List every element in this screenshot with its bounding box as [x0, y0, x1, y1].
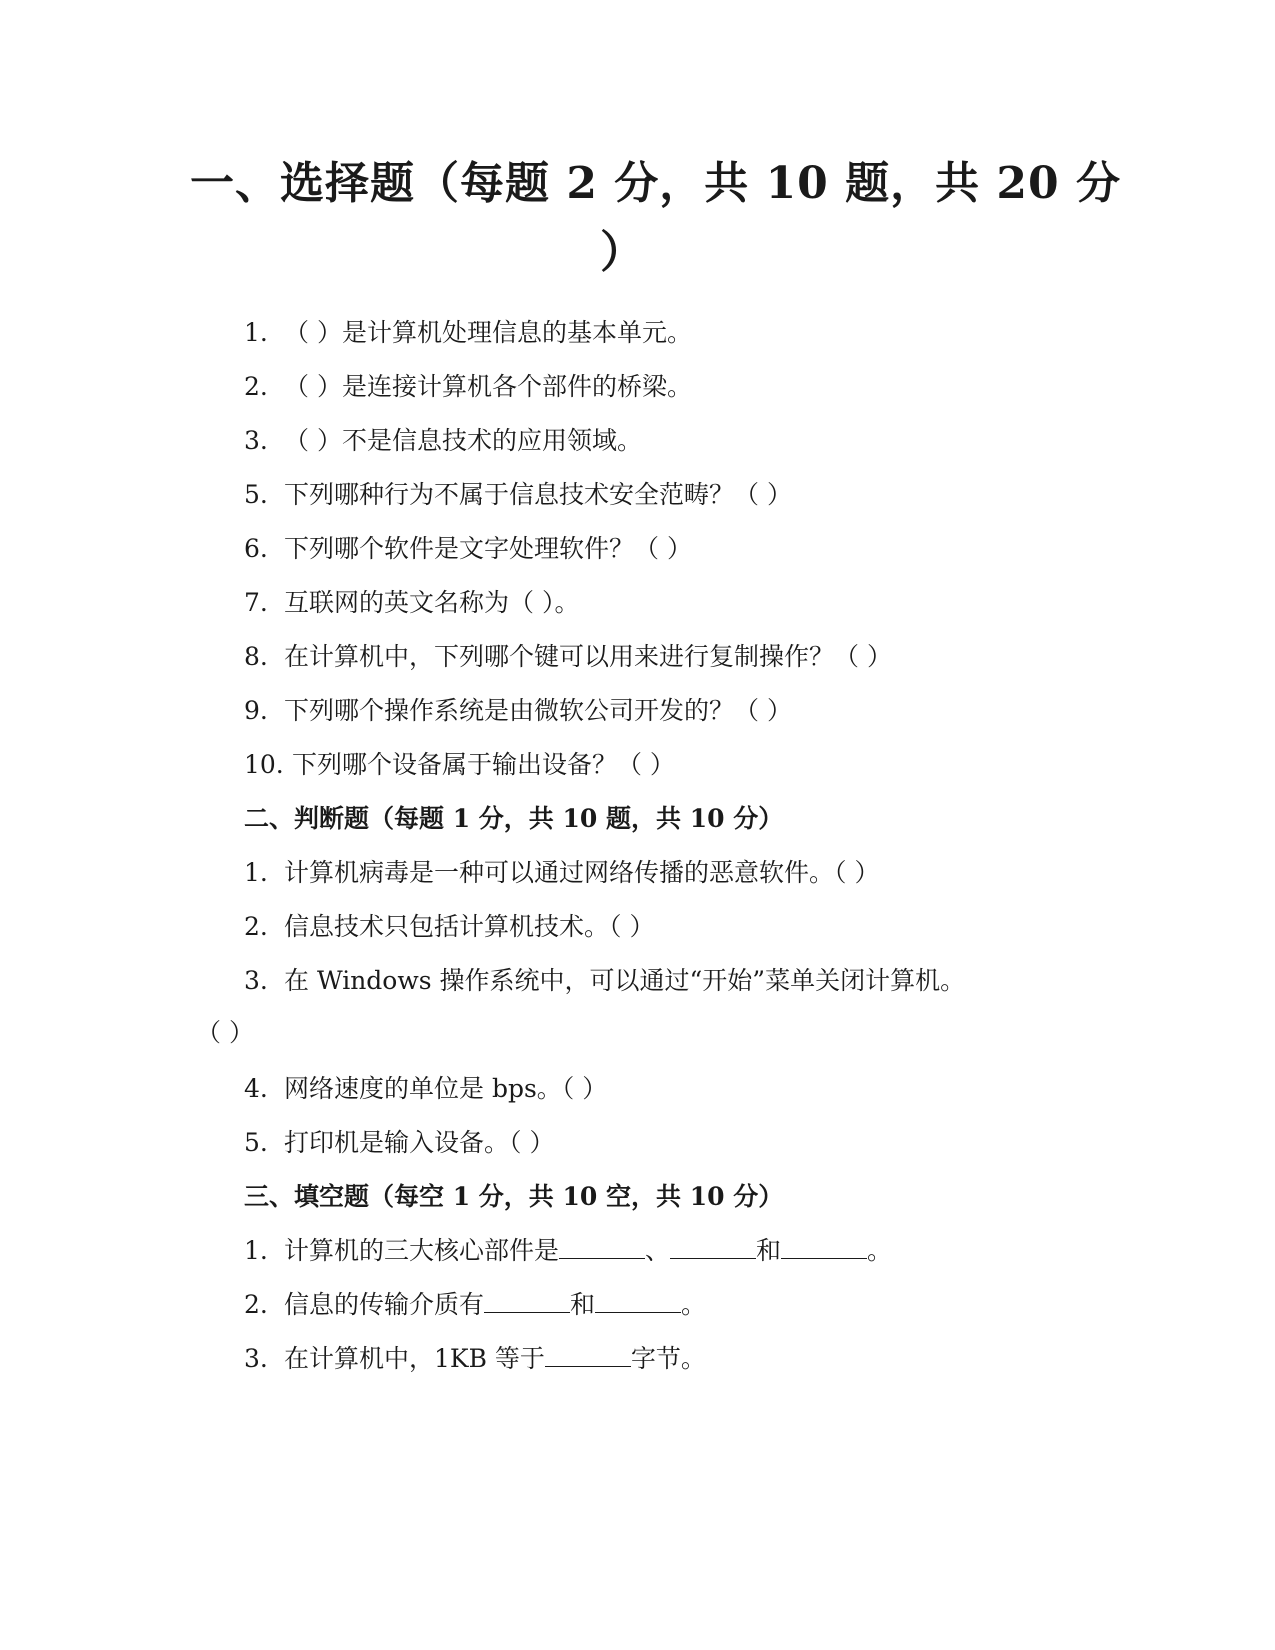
question-text: 在计算机中，下列哪个键可以用来进行复制操作？（ ） — [284, 642, 892, 671]
question-number: 1. — [244, 1236, 268, 1265]
question-text: （ ）是计算机处理信息的基本单元。 — [284, 318, 692, 347]
choice-question-2 — [244, 370, 692, 404]
separator-text: 、 — [645, 1236, 671, 1265]
judge-question-2 — [244, 910, 654, 944]
end-punctuation: 。 — [681, 1290, 707, 1319]
question-text: 下列哪个操作系统是由微软公司开发的？（ ） — [284, 696, 792, 725]
judge-question-4 — [244, 1072, 607, 1106]
question-number: 2. — [244, 372, 268, 401]
question-text: （ ）不是信息技术的应用领域。 — [284, 426, 642, 455]
end-punctuation: 。 — [867, 1236, 893, 1265]
answer-blank — [595, 1288, 681, 1313]
question-number: 1. — [244, 318, 268, 347]
answer-blank — [559, 1234, 645, 1259]
question-text: 互联网的英文名称为（ ）。 — [284, 588, 580, 617]
question-number: 5. — [244, 1128, 268, 1157]
separator-text: 和 — [570, 1290, 596, 1319]
judge-question-5 — [244, 1126, 554, 1160]
question-text: 打印机是输入设备。（ ） — [284, 1128, 555, 1157]
fill-question-3 — [244, 1342, 706, 1376]
choice-question-1 — [244, 316, 692, 350]
question-number: 2. — [244, 1290, 268, 1319]
section1-title: 一、选择题（每题 2 分，共 10 题，共 20 分 — [190, 158, 1121, 209]
choice-question-6 — [244, 532, 692, 566]
section1-title-wrap: ） — [600, 227, 644, 278]
question-text: 网络速度的单位是 bps。（ ） — [284, 1074, 608, 1103]
judge-question-3 — [244, 964, 965, 998]
section2-heading: 二、判断题（每题 1 分，共 10 题，共 10 分） — [244, 804, 784, 833]
question-text: 下列哪个软件是文字处理软件？（ ） — [284, 534, 692, 563]
judge-question-3-wrap: （ ） — [196, 1018, 254, 1047]
question-number: 8. — [244, 642, 268, 671]
question-number: 3. — [244, 426, 268, 455]
choice-question-3 — [244, 424, 642, 458]
answer-blank — [484, 1288, 570, 1313]
question-text: 下列哪种行为不属于信息技术安全范畴？（ ） — [284, 480, 792, 509]
answer-blank — [545, 1342, 631, 1367]
question-text: 计算机病毒是一种可以通过网络传播的恶意软件。（ ） — [284, 858, 880, 887]
answer-blank — [670, 1234, 756, 1259]
question-number: 4. — [244, 1074, 268, 1103]
question-number: 10. — [244, 750, 284, 779]
question-text: 计算机的三大核心部件是 — [284, 1236, 560, 1265]
choice-question-7 — [244, 586, 579, 620]
question-number: 7. — [244, 588, 268, 617]
question-number: 2. — [244, 912, 268, 941]
section3-heading: 三、填空题（每空 1 分，共 10 空，共 10 分） — [244, 1182, 784, 1211]
judge-question-1 — [244, 856, 879, 890]
question-number: 3. — [244, 966, 268, 995]
fill-question-2 — [244, 1288, 706, 1322]
separator-text: 和 — [756, 1236, 782, 1265]
choice-question-10 — [244, 748, 675, 782]
fill-question-1 — [244, 1234, 892, 1268]
question-text: （ ）是连接计算机各个部件的桥梁。 — [284, 372, 692, 401]
choice-question-9 — [244, 694, 792, 728]
question-text: 下列哪个设备属于输出设备？（ ） — [284, 750, 675, 779]
question-text: 在 Windows 操作系统中，可以通过“开始”菜单关闭计算机。 — [284, 966, 966, 995]
question-text: 在计算机中，1KB 等于 — [284, 1344, 545, 1373]
question-number: 9. — [244, 696, 268, 725]
question-number: 6. — [244, 534, 268, 563]
question-number: 3. — [244, 1344, 268, 1373]
question-text-end: 字节。 — [630, 1344, 706, 1373]
question-number: 5. — [244, 480, 268, 509]
question-text: 信息技术只包括计算机技术。（ ） — [284, 912, 655, 941]
choice-question-5 — [244, 478, 792, 512]
question-number: 1. — [244, 858, 268, 887]
answer-blank — [781, 1234, 867, 1259]
choice-question-8 — [244, 640, 892, 674]
question-text: 信息的传输介质有 — [284, 1290, 485, 1319]
